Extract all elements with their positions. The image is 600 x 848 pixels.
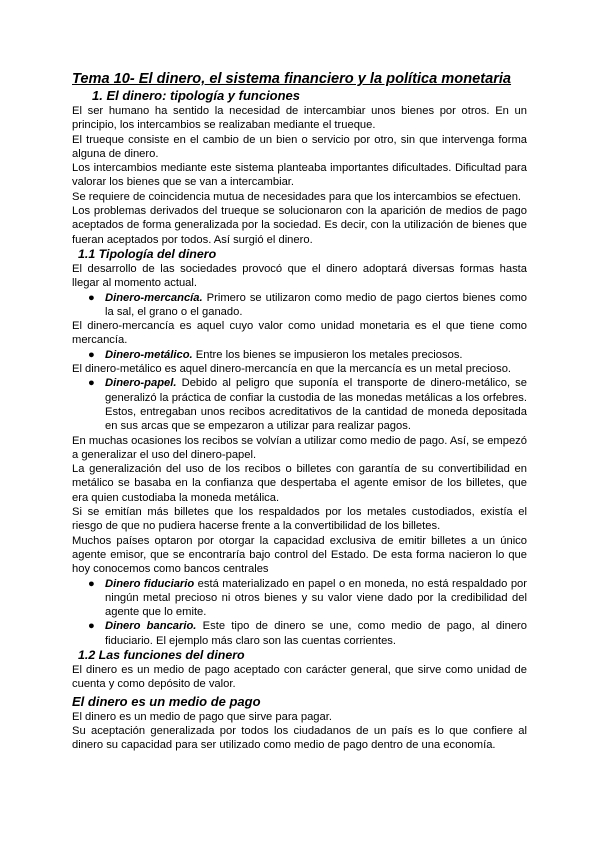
list-item xyxy=(88,619,527,648)
bullet-icon: ● xyxy=(88,291,95,304)
bullet-list xyxy=(72,291,527,320)
paragraph: Muchos países optaron por otorgar la capacidad exclusiva de emitir billetes a un único agente emisor, que se encontraría bajo control del Estado. De esta forma nacieron lo que hoy conocemos como bancos centrales xyxy=(72,534,527,576)
list-item xyxy=(88,348,527,362)
bullet-icon: ● xyxy=(88,348,95,361)
bullet-icon: ● xyxy=(88,620,95,633)
paragraph: El dinero es un medio de pago aceptado con carácter general, que sirve como unidad de cuenta y como depósito de valor. xyxy=(72,663,527,691)
paragraph: Si se emitían más billetes que los respaldados por los metales custodiados, existía el riesgo de que no pudiera hacerse frente a la convertibilidad de los billetes. xyxy=(72,506,527,533)
paragraph: El desarrollo de las sociedades provocó que el dinero adoptará diversas formas hasta llegar al momento actual. xyxy=(72,262,527,290)
paragraph: Los intercambios mediante este sistema planteaba importantes dificultades. Dificultad para valorar los bienes que se van a intercambiar. xyxy=(72,162,527,189)
subsection-heading: El dinero es un medio de pago xyxy=(72,693,261,709)
bullet-list xyxy=(72,376,527,433)
paragraph: El dinero-metálico es aquel dinero-mercancía en que la mercancía es un metal precioso. xyxy=(72,363,512,376)
term: Dinero-papel. xyxy=(105,377,177,390)
paragraph: La generalización del uso de los recibos o billetes con garantía de su convertibilidad en metálico se basaba en la confianza que despertaba el agente emisor de los billetes, que era quien custodiaba la moneda metálica. xyxy=(72,463,527,504)
paragraph: El dinero-mercancía es aquel cuyo valor como unidad monetaria es el que tiene como mercancía. xyxy=(72,320,527,347)
bullet-list xyxy=(72,348,527,362)
term: Dinero-mercancía. xyxy=(105,291,203,304)
bullet-icon: ● xyxy=(88,577,95,590)
definition: Este tipo de dinero se une, como medio de pago, al dinero fiduciario. El ejemplo más claro son las cuentas corrientes. xyxy=(105,620,527,647)
paragraph: Se requiere de coincidencia mutua de necesidades para que los intercambios se efectuen. xyxy=(72,190,522,203)
bullet-list xyxy=(72,577,527,648)
list-item xyxy=(88,291,527,320)
document-title: Tema 10- El dinero, el sistema financiero y la política monetaria xyxy=(72,71,512,87)
definition: Debido al peligro que suponía el transporte de dinero-metálico, se generalizó la práctica de confiar la custodia de las monedas metálicas a los orfebres. Estos, entregaban unos recibos acreditativos de la cantidad de moneda depositada en sus arcas que se empezaron a utilizar para realizar pagos. xyxy=(105,377,527,433)
paragraph: El trueque consiste en el cambio de un bien o servicio por otro, sin que intervenga forma alguna de dinero. xyxy=(72,133,527,160)
definition: Primero se utilizaron como medio de pago ciertos bienes como la sal, el grano o el ganado. xyxy=(105,291,527,318)
term: Dinero bancario. xyxy=(105,620,197,633)
list-item xyxy=(88,577,527,620)
list-item xyxy=(88,376,527,433)
paragraph: Los problemas derivados del trueque se solucionaron con la aparición de medios de pago aceptados de forma generalizada por la sociedad. Es decir, con la utilización de bienes que fueran aceptados por todos. Así surgió el dinero. xyxy=(72,205,527,246)
paragraph: En muchas ocasiones los recibos se volvían a utilizar como medio de pago. Así, se empezó a generalizar el uso del dinero-papel. xyxy=(72,434,527,461)
bullet-icon: ● xyxy=(88,377,95,390)
definition: Entre los bienes se impusieron los metales preciosos. xyxy=(192,348,463,361)
section-heading-1-1: 1.1 Tipología del dinero xyxy=(78,246,217,261)
term: Dinero fiduciario xyxy=(105,577,195,590)
section-heading-1: 1. El dinero: tipología y funciones xyxy=(92,88,301,103)
definition: está materializado en papel o en moneda, no está respaldado por ningún metal precioso ni otros bienes y su valor viene dado por la credibilidad del agente que lo emite. xyxy=(105,577,527,619)
paragraph: Su aceptación generalizada por todos los ciudadanos de un país es lo que confiere al dinero su capacidad para ser utilizado como medio de pago dentro de una economía. xyxy=(72,724,527,752)
paragraph: El dinero es un medio de pago que sirve para pagar. xyxy=(72,710,332,723)
document-page xyxy=(72,70,527,752)
section-heading-1-2: 1.2 Las funciones del dinero xyxy=(78,647,245,662)
term: Dinero-metálico. xyxy=(105,348,193,361)
paragraph: El ser humano ha sentido la necesidad de intercambiar unos bienes por otros. En un principio, los intercambios se realizaban mediante el trueque. xyxy=(72,105,527,132)
